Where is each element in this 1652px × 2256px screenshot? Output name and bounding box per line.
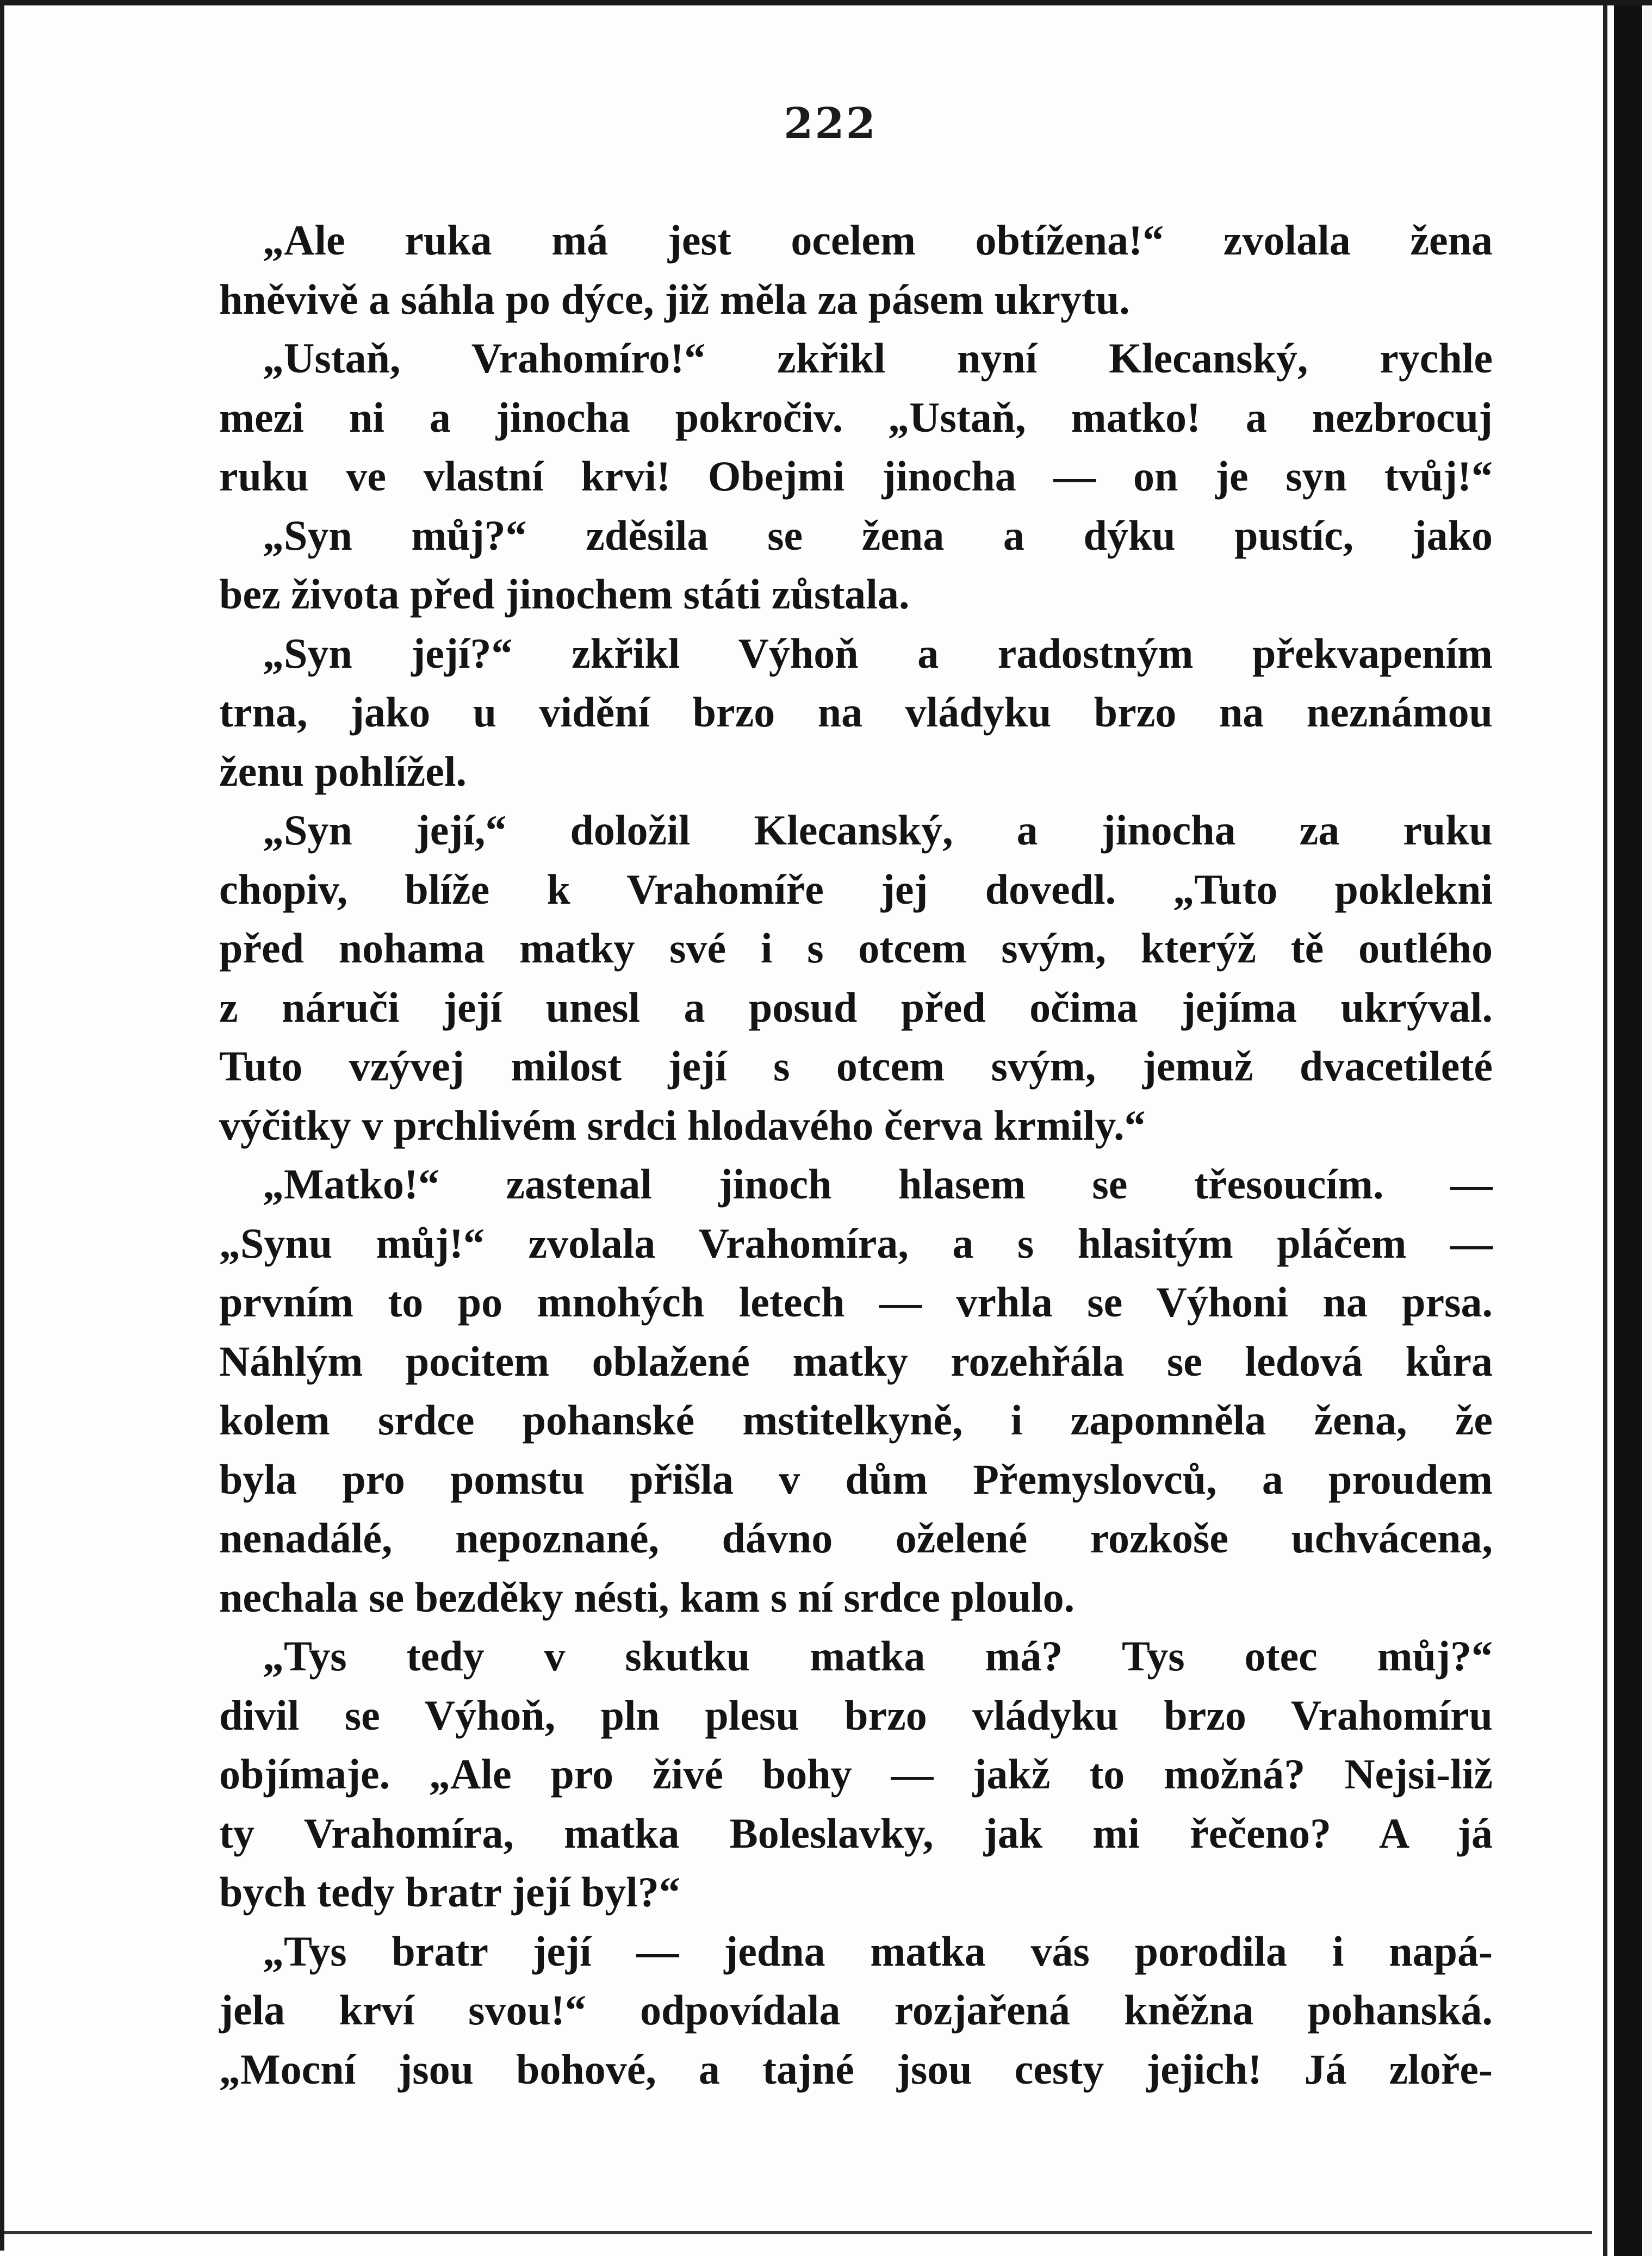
text-line: bez života před jinochem státi zůstala.	[219, 570, 910, 618]
text-line: před nohama matky své i s otcem svým, kterýž tě outlého	[219, 924, 1493, 972]
text-line: „Ale ruka má jest ocelem obtížena!“ zvolala žena	[263, 216, 1493, 264]
text-line: divil se Výhoň, pln plesu brzo vládyku brzo Vrahomíru	[219, 1691, 1493, 1739]
text-line: prvním to po mnohých letech — vrhla se Výhoni na prsa.	[219, 1278, 1493, 1326]
text-line: bych tedy bratr její byl?“	[219, 1868, 680, 1916]
text-line: z náruči její unesl a posud před očima jejíma ukrýval.	[219, 983, 1493, 1031]
text-line: „Tys tedy v skutku matka má? Tys otec můj?“	[263, 1632, 1493, 1680]
text-line: jela krví svou!“ odpovídala rozjařená kněžna pohanská.	[219, 1986, 1493, 2034]
text-line: „Syn její,“ doložil Klecanský, a jinocha za ruku	[263, 806, 1493, 854]
body-text	[219, 211, 1493, 2099]
page-number: 222	[784, 99, 877, 148]
binding-shadow	[1603, 5, 1607, 2256]
text-line: Náhlým pocitem oblažené matky rozehřála se ledová kůra	[219, 1337, 1493, 1385]
text-line: „Syn její?“ zkřikl Výhoň a radostným překvapením	[263, 629, 1493, 677]
text-line: nechala se bezděky nésti, kam s ní srdce ploulo.	[219, 1573, 1075, 1621]
text-line: kolem srdce pohanské mstitelkyně, i zapomněla žena, že	[219, 1396, 1493, 1444]
text-line: ruku ve vlastní krvi! Obejmi jinocha — on je syn tvůj!“	[219, 452, 1493, 500]
book-spine	[1614, 5, 1642, 2256]
text-line: ty Vrahomíra, matka Boleslavky, jak mi řečeno? A já	[219, 1809, 1493, 1857]
text-line: ženu pohlížel.	[219, 747, 467, 795]
text-line: „Ustaň, Vrahomíro!“ zkřikl nyní Klecanský, rychle	[263, 334, 1493, 382]
text-line: objímaje. „Ale pro živé bohy — jakž to možná? Nejsi-liž	[219, 1750, 1493, 1798]
text-line: chopiv, blíže k Vrahomíře jej dovedl. „Tuto poklekni	[219, 865, 1493, 913]
page-edge	[1643, 5, 1652, 2256]
text-line: „Syn můj?“ zděsila se žena a dýku pustíc, jako	[263, 511, 1493, 559]
text-line: trna, jako u vidění brzo na vládyku brzo na neznámou	[219, 688, 1493, 736]
page-bottom-edge	[4, 2231, 1592, 2234]
text-line: mezi ni a jinocha pokročiv. „Ustaň, matko! a nezbrocuj	[219, 393, 1493, 441]
text-line: „Synu můj!“ zvolala Vrahomíra, a s hlasitým pláčem —	[219, 1219, 1493, 1267]
text-line: byla pro pomstu přišla v dům Přemyslovců, a proudem	[219, 1455, 1493, 1503]
text-line: Tuto vzývej milost její s otcem svým, jemuž dvacetileté	[219, 1042, 1493, 1090]
text-line: „Mocní jsou bohové, a tajné jsou cesty jejich! Já zloře-	[219, 2045, 1493, 2093]
text-line: nenadálé, nepoznané, dávno oželené rozkoše uchvácena,	[219, 1514, 1493, 1562]
text-line: hněvivě a sáhla po dýce, již měla za pásem ukrytu.	[219, 275, 1130, 323]
text-line: „Tys bratr její — jedna matka vás porodila i napá-	[263, 1927, 1493, 1975]
text-line: „Matko!“ zastenal jinoch hlasem se třesoucím. —	[263, 1160, 1493, 1208]
text-line: výčitky v prchlivém srdci hlodavého červa krmily.“	[219, 1101, 1146, 1149]
